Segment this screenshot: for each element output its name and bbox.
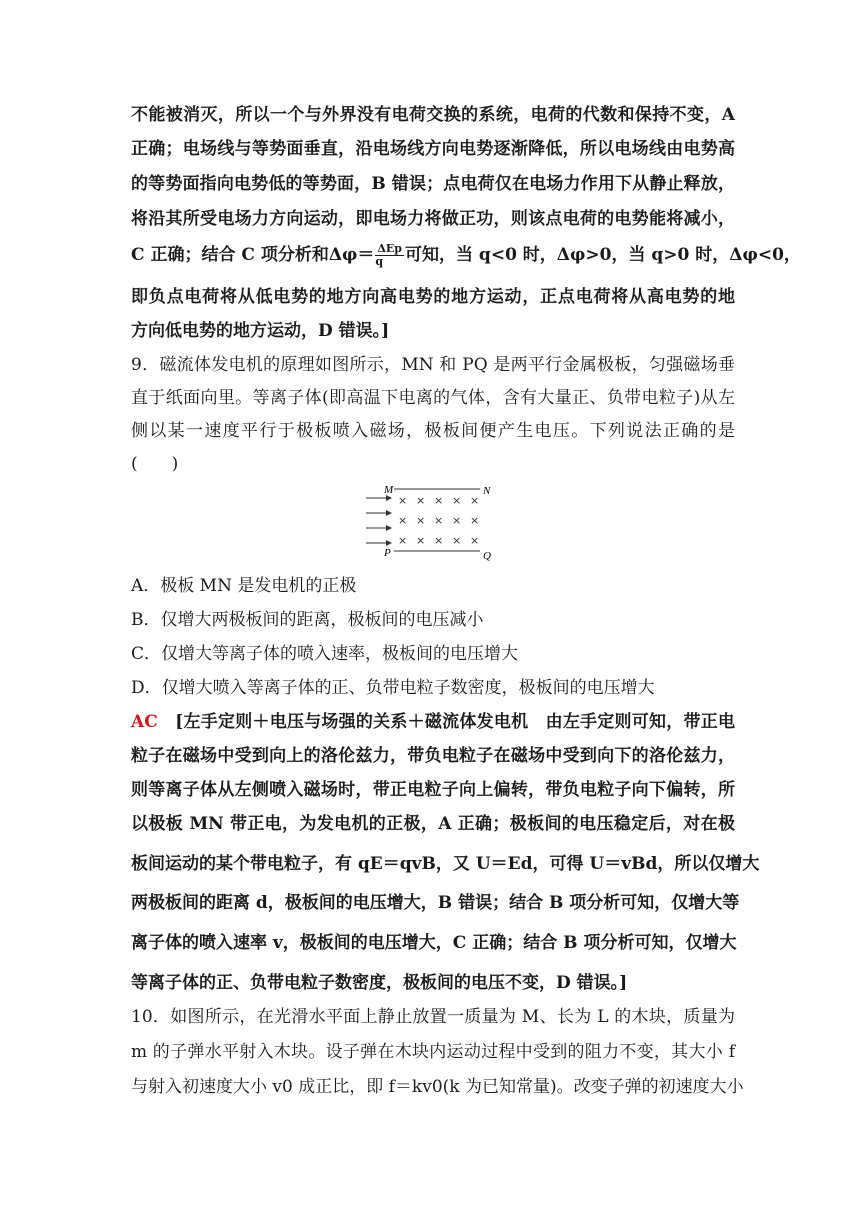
explanation-line: 离子体的喷入速率 v，极板间的电压增大，C 正确；结合 B 项分析可知，仅增大	[131, 933, 737, 953]
label-m: M	[384, 484, 394, 496]
field-cross: ×	[398, 514, 408, 527]
field-cross: ×	[452, 534, 462, 547]
field-cross: ×	[470, 494, 480, 507]
fraction	[375, 243, 404, 268]
plasma-arrow-head	[386, 540, 392, 546]
text-line: 正确；电场线与等势面垂直，沿电场线方向电势逐渐降低，所以电场线由电势高	[131, 139, 735, 159]
explanation-line: 粒子在磁场中受到向上的洛伦兹力，带负电粒子在磁场中受到向下的洛伦兹力，	[131, 746, 735, 766]
text-line: 即负点电荷将从低电势的地方向高电势的地方运动，正点电荷将从高电势的地	[131, 287, 735, 307]
field-cross: ×	[398, 534, 408, 547]
answer-badge: AC	[131, 712, 158, 732]
label-n: N	[483, 485, 491, 497]
option-d: D．仅增大喷入等离子体的正、负带电粒子数密度，极板间的电压增大	[131, 678, 655, 698]
field-cross: ×	[470, 514, 480, 527]
field-cross: ×	[434, 494, 444, 507]
explanation-line: 两极板间的距离 d，极板间的电压增大，B 错误；结合 B 项分析可知，仅增大等	[131, 893, 740, 913]
option-c: C．仅增大等离子体的喷入速率，极板间的电压增大	[131, 644, 519, 664]
field-cross: ×	[434, 514, 444, 527]
explanation-line: 板间运动的某个带电粒子，有 qE＝qvB，又 U＝Ed，可得 U＝vBd，所以仅增大	[131, 854, 760, 874]
fraction-denominator: q	[375, 255, 384, 268]
option-b: B．仅增大两极板间的距离，极板间的电压减小	[131, 610, 484, 630]
question-10-stem: 10．如图所示，在光滑水平面上静止放置一质量为 M、长为 L 的木块，质量为	[131, 1007, 735, 1027]
field-cross: ×	[416, 494, 426, 507]
field-cross: ×	[452, 494, 462, 507]
explanation-line: 等离子体的正、负带电粒子数密度，极板间的电压不变，D 错误。]	[131, 973, 628, 993]
text-line: 不能被消灭，所以一个与外界没有电荷交换的系统，电荷的代数和保持不变，A	[131, 105, 735, 125]
field-cross: ×	[452, 514, 462, 527]
text-line-with-fraction	[131, 242, 801, 268]
question-9-stem: 侧以某一速度平行于极板喷入磁场，极板间便产生电压。下列说法正确的是	[131, 421, 735, 441]
field-cross: ×	[416, 534, 426, 547]
field-cross: ×	[416, 514, 426, 527]
field-cross: ×	[470, 534, 480, 547]
question-10-stem: 与射入初速度大小 v0 成正比，即 f＝kv0(k 为已知常量)。改变子弹的初速度大小	[131, 1077, 744, 1097]
mhd-generator-figure	[362, 478, 498, 566]
text-segment: 可知，当 q<0 时，Δφ>0，当 q>0 时，Δφ<0，	[405, 245, 801, 265]
plasma-arrow-head	[386, 525, 392, 531]
explanation-line: 以极板 MN 带正电，为发电机的正极，A 正确；极板间的电压稳定后，对在极	[131, 814, 735, 834]
field-cross: ×	[398, 494, 408, 507]
text-line: 方向低电势的地方运动，D 错误。]	[131, 321, 390, 341]
explanation-line: 则等离子体从左侧喷入磁场时，带正电粒子向上偏转，带负电粒子向下偏转，所	[131, 780, 735, 800]
explanation-text: [左手定则＋电压与场强的关系＋磁流体发电机 由左手定则可知，带正电	[175, 712, 735, 732]
text-line: 的等势面指向电势低的等势面，B 错误；点电荷仅在电场力作用下从静止释放，	[131, 174, 735, 194]
answer-line	[131, 711, 735, 733]
question-10-stem: m 的子弹水平射入木块。设子弹在木块内运动过程中受到的阻力不变，其大小 f	[131, 1042, 735, 1062]
plasma-arrow-head	[386, 510, 392, 516]
label-p: P	[384, 547, 391, 559]
question-9-stem: ( )	[131, 454, 179, 474]
fraction-numerator: ΔEp	[377, 242, 403, 255]
label-q: Q	[483, 550, 491, 562]
field-cross: ×	[434, 534, 444, 547]
text-segment: C 正确；结合 C 项分析和Δφ＝	[131, 245, 375, 265]
question-9-stem: 直于纸面向里。等离子体(即高温下电离的气体，含有大量正、负带电粒子)从左	[131, 388, 735, 408]
text-line: 将沿其所受电场力方向运动，即电场力将做正功，则该点电荷的电势能将减小，	[131, 209, 735, 229]
magnetic-field-crosses	[398, 494, 479, 547]
option-a: A．极板 MN 是发电机的正极	[131, 576, 357, 596]
plasma-arrows	[366, 495, 392, 546]
question-9-stem: 9．磁流体发电机的原理如图所示，MN 和 PQ 是两平行金属极板，匀强磁场垂	[131, 355, 735, 375]
